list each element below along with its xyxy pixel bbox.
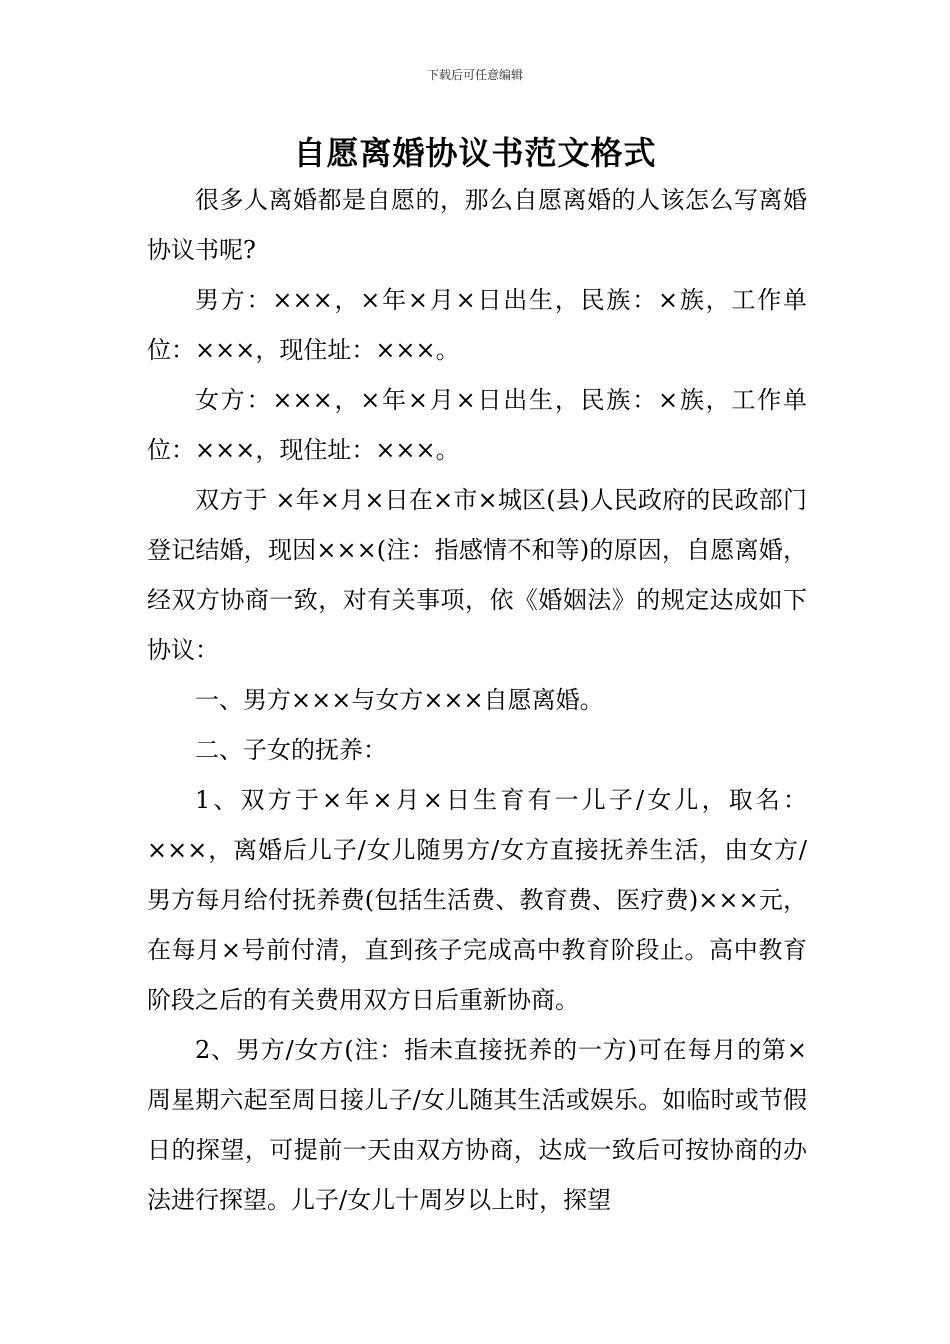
paragraph-marriage-info: 双方于 ×年×月×日在×市×城区(县)人民政府的民政部门登记结婚，现因×××(注：指感情不和等)的原因，自愿离婚，经双方协商一致，对有关事项，依《婚姻法》的规定达成如下协议： <box>147 486 807 664</box>
document-title: 自愿离婚协议书范文格式 <box>293 134 657 172</box>
paragraph-male-party: 男方：×××，×年×月×日出生，民族：×族，工作单位：×××，现住址：×××。 <box>147 286 807 364</box>
paragraph-clause-2-1: 1、双方于×年×月×日生育有一儿子/女儿，取名：×××，离婚后儿子/女儿随男方/女方直接抚养生活，由女方/男方每月给付抚养费(包括生活费、教育费、医疗费)×××元，在每月×号前付清，直到孩子完成高中教育阶段止。高中教育阶段之后的有关费用双方日后重新协商。 <box>147 786 807 1014</box>
paragraph-clause-2: 二、子女的抚养： <box>195 736 387 764</box>
paragraph-intro: 很多人离婚都是自愿的，那么自愿离婚的人该怎么写离婚协议书呢? <box>147 186 807 264</box>
paragraph-clause-2-2: 2、男方/女方(注：指未直接抚养的一方)可在每月的第×周星期六起至周日接儿子/女儿随其生活或娱乐。如临时或节假日的探望，可提前一天由双方协商，达成一致后可按协商的办法进行探望。儿子/女儿十周岁以上时，探望 <box>147 1036 807 1214</box>
paragraph-female-party: 女方：×××，×年×月×日出生，民族：×族，工作单位：×××，现住址：×××。 <box>147 386 807 464</box>
paragraph-clause-1: 一、男方×××与女方×××自愿离婚。 <box>195 686 604 714</box>
header-note: 下载后可任意编辑 <box>426 68 523 82</box>
document-body <box>147 175 807 1225</box>
